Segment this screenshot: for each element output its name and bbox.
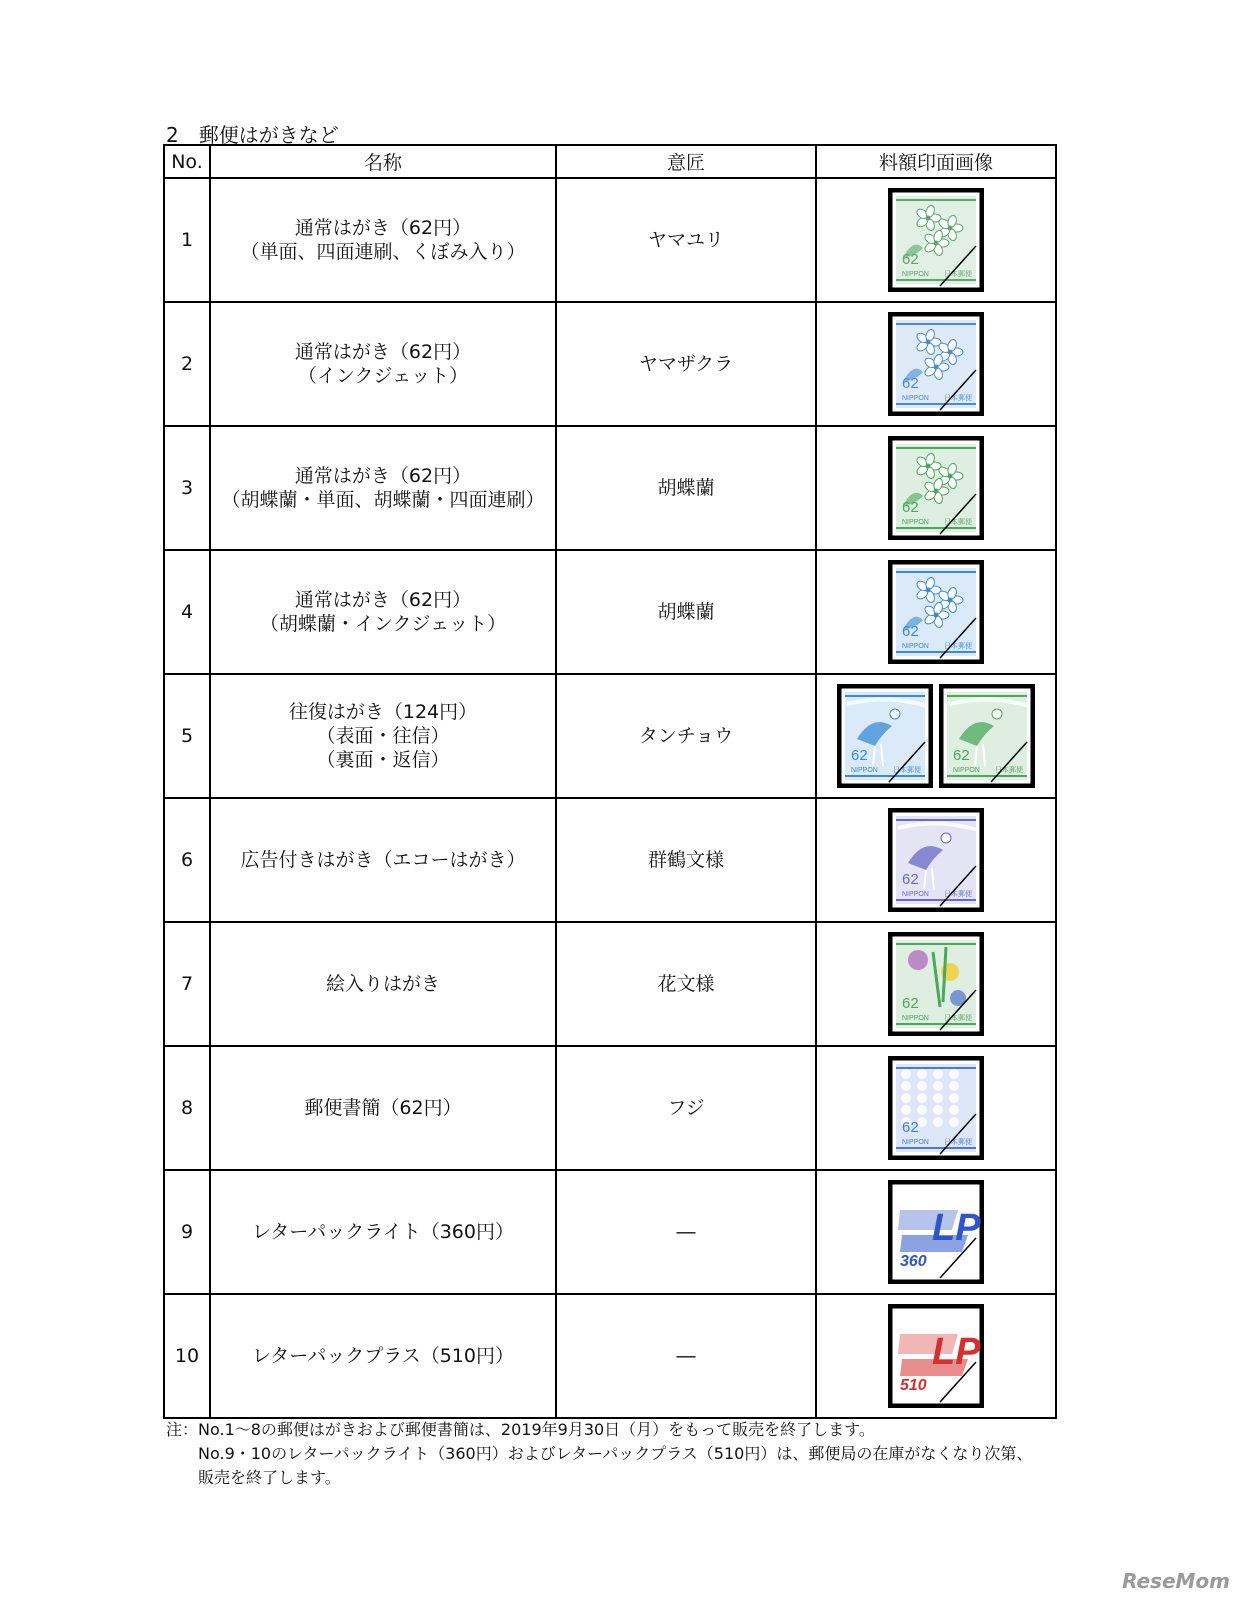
item-name: [210, 1294, 556, 1418]
stamp-value: 62: [902, 499, 919, 516]
stamp-images: [817, 1056, 1055, 1160]
table-row: [164, 426, 1056, 550]
stamp-value: 62: [902, 623, 919, 640]
table-row: [164, 1294, 1056, 1418]
item-design: ヤマユリ: [556, 178, 816, 302]
stamp-image-cell: [816, 550, 1056, 674]
item-design: 群鶴文様: [556, 798, 816, 922]
item-name: [210, 1170, 556, 1294]
item-name-line: （裏面・返信）: [316, 749, 450, 771]
stamp-images: [817, 932, 1055, 1036]
stamp-value: 62: [902, 871, 919, 888]
stamp-label: 日本郵便: [944, 394, 972, 402]
item-name: [210, 178, 556, 302]
item-name-line: 絵入りはがき: [325, 973, 440, 995]
stamp-value: 62: [851, 747, 868, 764]
table-row: [164, 302, 1056, 426]
item-name: [210, 1046, 556, 1170]
stamp-image-cell: [816, 178, 1056, 302]
crane-blue-stamp-icon: [837, 684, 933, 788]
note-line-2: No.9・10のレターパックライト（360円）およびレターパックプラス（510円）は、郵便局の在庫がなくなり次第、: [198, 1444, 1033, 1463]
crane-flock-stamp-icon: [888, 808, 984, 912]
item-name-line: 通常はがき（62円）: [294, 589, 472, 611]
stamp-label: 日本郵便: [893, 766, 921, 774]
item-name: [210, 550, 556, 674]
stamp-value: 62: [902, 375, 919, 392]
item-name-line: レターパックプラス（510円）: [252, 1345, 514, 1367]
col-design: 意匠: [556, 145, 816, 178]
stamp-image-cell: [816, 674, 1056, 798]
stamp-label: 日本郵便: [944, 890, 972, 898]
stamp-country: NIPPON: [851, 767, 878, 774]
crane-green-stamp-icon: [939, 684, 1035, 788]
stamp-value: 360: [900, 1253, 927, 1270]
stamp-country: NIPPON: [902, 271, 929, 278]
stamp-value: 62: [902, 251, 919, 268]
stamp-label: 日本郵便: [944, 1014, 972, 1022]
stamp-images: [817, 1304, 1055, 1408]
table-row: [164, 674, 1056, 798]
stamp-value: 62: [902, 1119, 919, 1136]
orchid-green-stamp-icon: [888, 436, 984, 540]
item-name-line: レターパックライト（360円）: [252, 1221, 514, 1243]
col-stamp-image: 料額印面画像: [816, 145, 1056, 178]
item-name: [210, 674, 556, 798]
item-design: フジ: [556, 1046, 816, 1170]
row-number: 1: [164, 178, 210, 302]
item-name-line: （単面、四面連刷、くぼみ入り）: [240, 241, 526, 263]
letter-pack-mark: LP: [932, 1207, 981, 1249]
stamp-country: NIPPON: [902, 395, 929, 402]
table-row: [164, 550, 1056, 674]
item-name-line: 通常はがき（62円）: [294, 465, 472, 487]
table-row: [164, 1046, 1056, 1170]
item-design: 花文様: [556, 922, 816, 1046]
section-heading: 2 郵便はがきなど: [166, 123, 339, 147]
stamp-images: [817, 312, 1055, 416]
item-design: 胡蝶蘭: [556, 426, 816, 550]
item-design: タンチョウ: [556, 674, 816, 798]
item-name-line: 広告付きはがき（エコーはがき）: [240, 849, 526, 871]
lily-stamp-icon: [888, 188, 984, 292]
footnotes: [166, 1418, 1032, 1490]
item-name-line: 郵便書簡（62円）: [304, 1097, 462, 1119]
resemom-logo: ReseMom: [1122, 1569, 1230, 1593]
item-name: [210, 426, 556, 550]
item-design: ―: [556, 1170, 816, 1294]
stamp-image-cell: [816, 1046, 1056, 1170]
stamp-country: NIPPON: [902, 1015, 929, 1022]
stamp-image-cell: [816, 1170, 1056, 1294]
item-name: [210, 302, 556, 426]
stamp-label: 日本郵便: [944, 270, 972, 278]
stamp-country: NIPPON: [902, 1139, 929, 1146]
cherry-blossom-stamp-icon: [888, 312, 984, 416]
item-name: [210, 798, 556, 922]
stamp-label: 日本郵便: [944, 1138, 972, 1146]
stamp-images: [817, 188, 1055, 292]
row-number: 3: [164, 426, 210, 550]
orchid-blue-stamp-icon: [888, 560, 984, 664]
item-name-line: 往復はがき（124円）: [288, 701, 478, 723]
row-number: 7: [164, 922, 210, 1046]
wisteria-stamp-icon: [888, 1056, 984, 1160]
item-name-line: （表面・往信）: [316, 725, 450, 747]
item-name-line: （インクジェット）: [297, 365, 469, 387]
item-name-line: 通常はがき（62円）: [294, 217, 472, 239]
stamp-label: 日本郵便: [944, 518, 972, 526]
item-name-line: （胡蝶蘭・インクジェット）: [259, 613, 507, 635]
stamp-country: NIPPON: [902, 643, 929, 650]
stamp-image-cell: [816, 922, 1056, 1046]
stamp-label: 日本郵便: [944, 642, 972, 650]
letter-pack-mark: LP: [932, 1331, 981, 1373]
stamp-image-cell: [816, 798, 1056, 922]
item-design: 胡蝶蘭: [556, 550, 816, 674]
table-row: [164, 178, 1056, 302]
stamp-image-cell: [816, 1294, 1056, 1418]
item-design: ―: [556, 1294, 816, 1418]
stamp-value: 62: [953, 747, 970, 764]
stamp-country: NIPPON: [953, 767, 980, 774]
stamp-image-cell: [816, 302, 1056, 426]
table-row: [164, 798, 1056, 922]
row-number: 6: [164, 798, 210, 922]
table-header-row: [164, 145, 1056, 178]
stamp-value: 62: [902, 995, 919, 1012]
letter-pack-light-icon: [888, 1180, 984, 1284]
stamp-images: [817, 1180, 1055, 1284]
item-name: [210, 922, 556, 1046]
item-design: ヤマザクラ: [556, 302, 816, 426]
stamp-images: [817, 684, 1055, 788]
stamp-country: NIPPON: [902, 891, 929, 898]
row-number: 4: [164, 550, 210, 674]
note-line-1: 注：No.1～8の郵便はがきおよび郵便書簡は、2019年9月30日（月）をもって販売を終了します。: [166, 1420, 875, 1439]
letter-pack-plus-icon: [888, 1304, 984, 1408]
stamp-images: [817, 436, 1055, 540]
stamp-images: [817, 560, 1055, 664]
row-number: 8: [164, 1046, 210, 1170]
col-name: 名称: [210, 145, 556, 178]
stamp-country: NIPPON: [902, 519, 929, 526]
flower-pattern-stamp-icon: [888, 932, 984, 1036]
row-number: 9: [164, 1170, 210, 1294]
stamp-images: [817, 808, 1055, 912]
table-row: [164, 922, 1056, 1046]
stamp-image-cell: [816, 426, 1056, 550]
col-no: No.: [164, 145, 210, 178]
row-number: 2: [164, 302, 210, 426]
row-number: 10: [164, 1294, 210, 1418]
item-name-line: 通常はがき（62円）: [294, 341, 472, 363]
row-number: 5: [164, 674, 210, 798]
table-row: [164, 1170, 1056, 1294]
postcard-table: [163, 144, 1057, 1419]
stamp-label: 日本郵便: [995, 766, 1023, 774]
stamp-value: 510: [900, 1377, 927, 1394]
note-line-3: 販売を終了します。: [198, 1468, 341, 1487]
item-name-line: （胡蝶蘭・単面、胡蝶蘭・四面連刷）: [221, 489, 545, 511]
